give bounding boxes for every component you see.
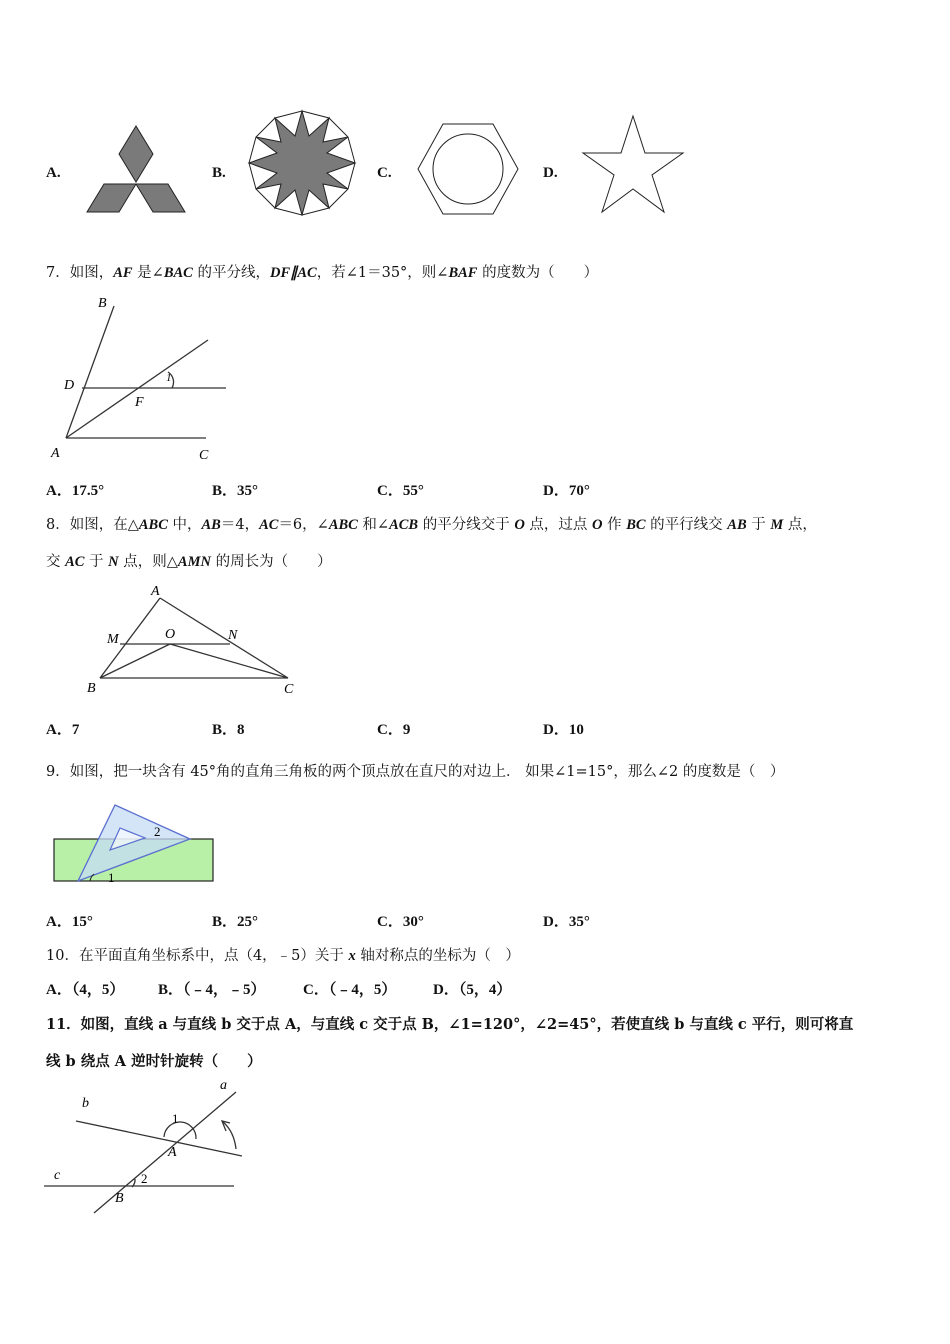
- q6-figure-a-three-rhombi: [84, 124, 188, 216]
- q8-option-b[interactable]: B．8: [212, 722, 245, 738]
- q11-question-line-1: 11．如图，直线 a 与直线 b 交于点 A，与直线 c 交于点 B，∠1=120°，∠2=45°，若使直线 b 与直线 c 平行，则可将直: [46, 1016, 854, 1033]
- q8-label-b: B: [87, 681, 96, 696]
- q10-option-b[interactable]: B．（﹣4，﹣5）: [158, 982, 266, 998]
- q8-label-n: N: [228, 628, 238, 643]
- q8-option-d[interactable]: D．10: [543, 722, 584, 738]
- q11-label-a-line: a: [220, 1078, 227, 1093]
- q9-label-angle-2: 2: [154, 824, 161, 839]
- q10-option-c[interactable]: C．（﹣4，5）: [303, 982, 397, 998]
- q8-question-line-1: 8．如图，在△ABC 中，AB＝4，AC＝6，∠ABC 和∠ACB 的平分线交于 O 点，过点 O 作 BC 的平行线交 AB 于 M 点，: [46, 517, 817, 533]
- q8-question-line-2: 交 AC 于 N 点，则△AMN 的周长为（ ）: [46, 554, 332, 570]
- q7-figure-angle-bisector: [46, 290, 236, 465]
- q10-option-d[interactable]: D．（5，4）: [433, 982, 512, 998]
- q7-label-a: A: [51, 446, 60, 461]
- q9-figure-ruler-triangle: [50, 800, 220, 888]
- q6-figure-b-twelve-point-star: [247, 108, 357, 216]
- q8-option-c[interactable]: C．9: [377, 722, 411, 738]
- q8-label-a: A: [151, 584, 160, 599]
- q9-option-c[interactable]: C．30°: [377, 914, 424, 930]
- q11-label-angle-2: 2: [141, 1171, 148, 1186]
- q7-label-f: F: [135, 395, 144, 410]
- q8-option-a[interactable]: A．7: [46, 722, 80, 738]
- q11-figure-rotating-lines: [44, 1075, 249, 1215]
- q11-label-point-a: A: [168, 1145, 177, 1160]
- q9-option-a[interactable]: A．15°: [46, 914, 93, 930]
- q11-label-angle-1: 1: [172, 1111, 179, 1126]
- q8-label-m: M: [107, 632, 119, 647]
- q10-question-text: 10．在平面直角坐标系中，点（4，﹣5）关于 x 轴对称点的坐标为（ ）: [46, 948, 520, 964]
- q7-label-angle-1: 1: [166, 372, 172, 384]
- q6-figure-c-hexagon-circle: [416, 122, 520, 216]
- q7-option-a[interactable]: A．17.5°: [46, 483, 105, 499]
- q6-figure-d-five-point-star: [581, 113, 685, 215]
- q6-option-a-label[interactable]: A.: [46, 165, 61, 181]
- q10-option-a[interactable]: A．（4，5）: [46, 982, 125, 998]
- q7-label-b: B: [98, 296, 107, 311]
- q9-option-d[interactable]: D．35°: [543, 914, 590, 930]
- q7-option-d[interactable]: D．70°: [543, 483, 590, 499]
- q6-option-b-label[interactable]: B.: [212, 165, 226, 181]
- q11-label-b-line: b: [82, 1096, 89, 1111]
- q7-label-d: D: [64, 378, 75, 393]
- q8-figure-triangle: [80, 580, 305, 700]
- q9-label-angle-1: 1: [108, 870, 115, 885]
- q7-question-text: 7．如图，AF 是∠BAC 的平分线，DF∥AC，若∠1＝35°，则∠BAF 的度数为（ ）: [46, 265, 599, 281]
- q6-option-c-label[interactable]: C.: [377, 165, 392, 181]
- q9-option-b[interactable]: B．25°: [212, 914, 259, 930]
- q7-option-b[interactable]: B．35°: [212, 483, 259, 499]
- q8-label-o: O: [165, 627, 176, 642]
- q7-option-c[interactable]: C．55°: [377, 483, 424, 499]
- q8-label-c: C: [284, 682, 294, 697]
- q9-question-text: 9．如图，把一块含有 45°角的直角三角板的两个顶点放在直尺的对边上． 如果∠1=15°，那么∠2 的度数是（ ）: [46, 764, 785, 780]
- q7-label-c: C: [199, 448, 209, 463]
- q11-label-point-b: B: [115, 1191, 124, 1206]
- q11-label-c-line: c: [54, 1168, 61, 1183]
- q11-question-line-2: 线 b 绕点 A 逆时针旋转（ ）: [46, 1053, 262, 1070]
- q6-option-d-label[interactable]: D.: [543, 165, 558, 181]
